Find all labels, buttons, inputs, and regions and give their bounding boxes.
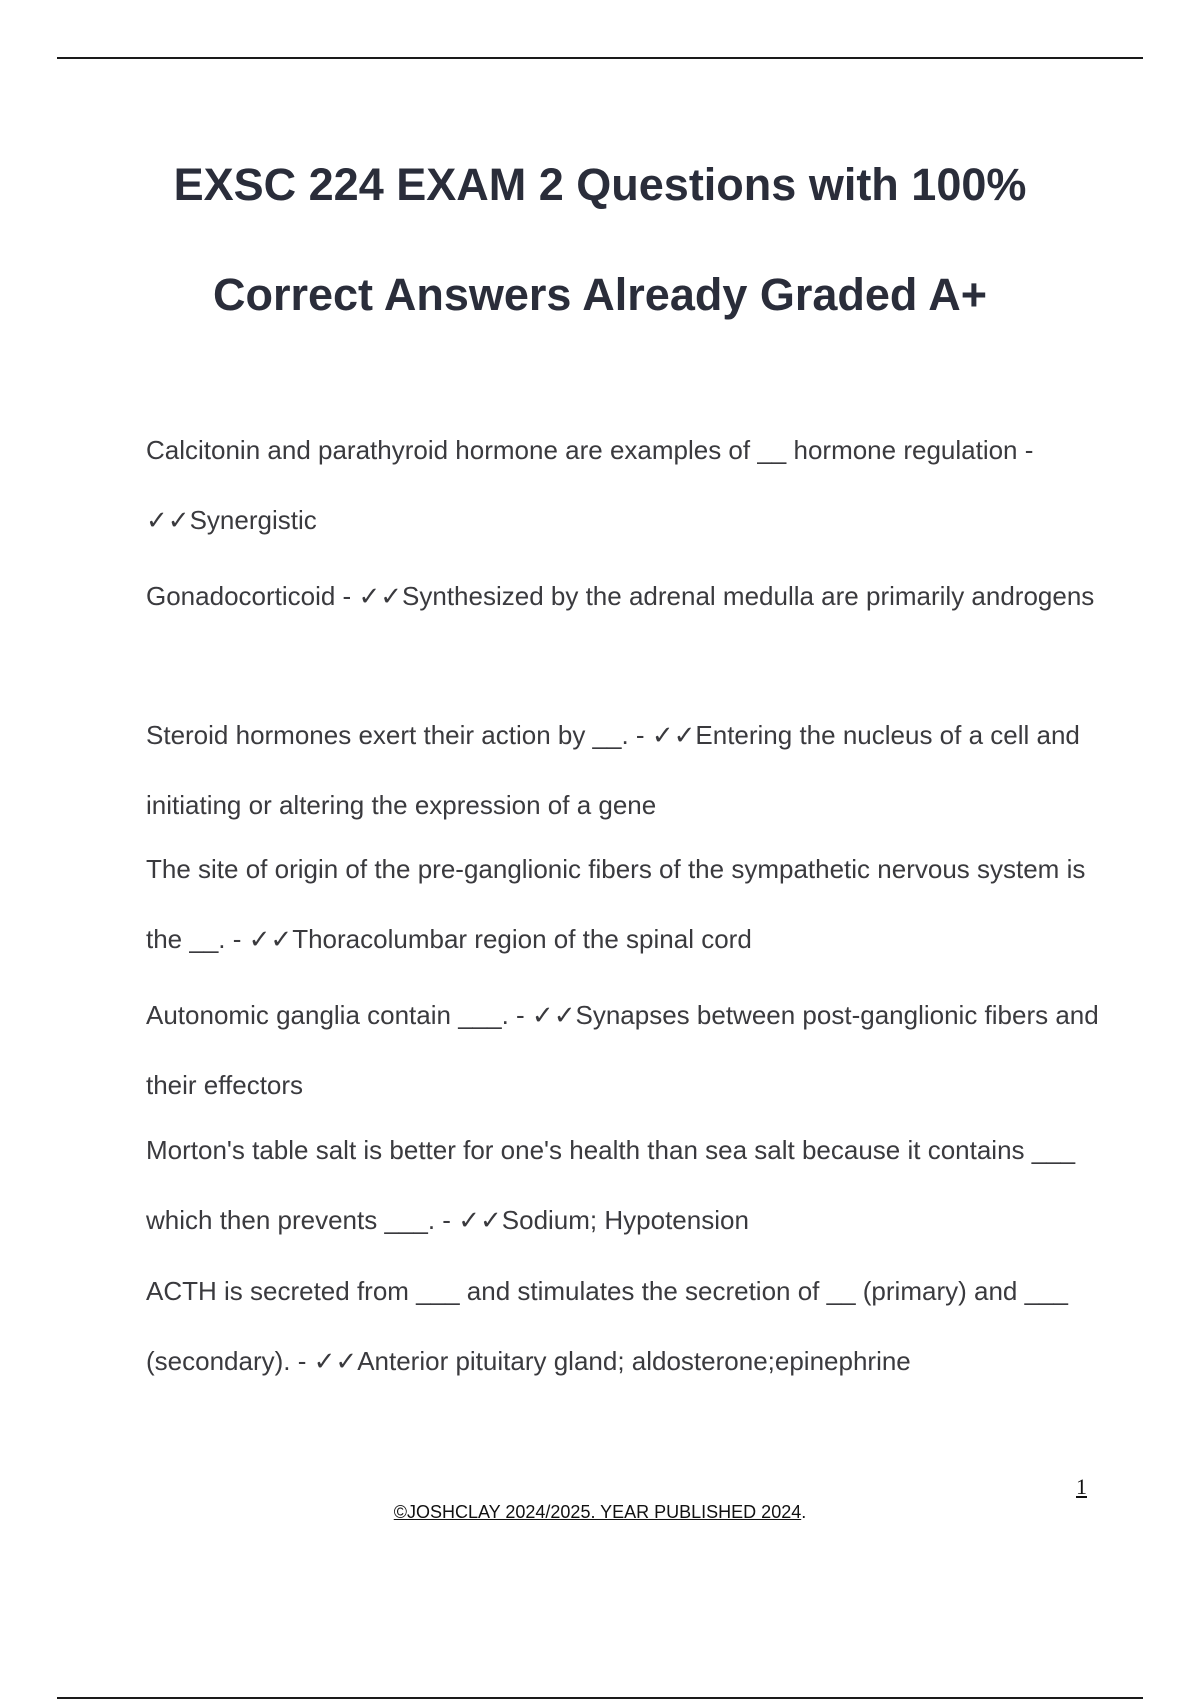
page-number: 1 — [1076, 1474, 1087, 1499]
copyright-link[interactable]: ©JOSHCLAY 2024/2025. YEAR PUBLISHED 2024 — [393, 1502, 802, 1522]
qa-item — [146, 700, 1106, 840]
document-title — [100, 130, 1100, 350]
answer-text: Synapses between post-ganglionic fibers and their effectors — [146, 1000, 1099, 1100]
qa-item — [146, 834, 1106, 974]
check-icon: ✓✓ — [651, 720, 696, 750]
check-icon: ✓✓ — [358, 581, 403, 611]
check-icon: ✓✓ — [313, 1346, 358, 1376]
question-text: Gonadocorticoid - — [146, 581, 359, 611]
check-icon: ✓✓ — [146, 505, 190, 535]
qa-item — [146, 980, 1106, 1120]
answer-text: Synergistic — [189, 505, 317, 535]
top-rule — [57, 57, 1143, 59]
title-line-1: EXSC 224 EXAM 2 Questions with 100% — [173, 159, 1027, 210]
qa-item — [146, 415, 1106, 555]
question-text: Autonomic ganglia contain ___. - — [146, 1000, 532, 1030]
question-text: Steroid hormones exert their action by __. - — [146, 720, 652, 750]
answer-text: Anterior pituitary gland; aldosterone;epinephrine — [357, 1346, 911, 1376]
question-text: Calcitonin and parathyroid hormone are examples of __ hormone regulation - — [146, 435, 1034, 465]
qa-item — [146, 1115, 1106, 1255]
check-icon: ✓✓ — [458, 1205, 502, 1235]
bottom-rule — [57, 1697, 1143, 1699]
qa-item — [146, 1256, 1106, 1396]
question-text: The site of origin of the pre-ganglionic fibers of the sympathetic nervous system is the __. - — [146, 854, 1086, 954]
check-icon: ✓✓ — [531, 1000, 576, 1030]
answer-text: Sodium; Hypotension — [501, 1205, 749, 1235]
footer — [0, 1502, 1200, 1523]
question-text: ACTH is secreted from ___ and stimulates the secretion of __ (primary) and ___ (secondary). - — [146, 1276, 1068, 1376]
footer-period: . — [801, 1502, 807, 1522]
answer-text: Entering the nucleus of a cell and initiating or altering the expression of a gene — [146, 720, 1080, 820]
qa-item — [146, 561, 1106, 631]
answer-text: Thoracolumbar region of the spinal cord — [292, 924, 752, 954]
question-text: Morton's table salt is better for one's health than sea salt because it contains ___ which then prevents ___. - — [146, 1135, 1076, 1235]
check-icon: ✓✓ — [248, 924, 293, 954]
answer-text: Synthesized by the adrenal medulla are primarily androgens — [402, 581, 1095, 611]
title-line-2: Correct Answers Already Graded A+ — [212, 269, 988, 320]
